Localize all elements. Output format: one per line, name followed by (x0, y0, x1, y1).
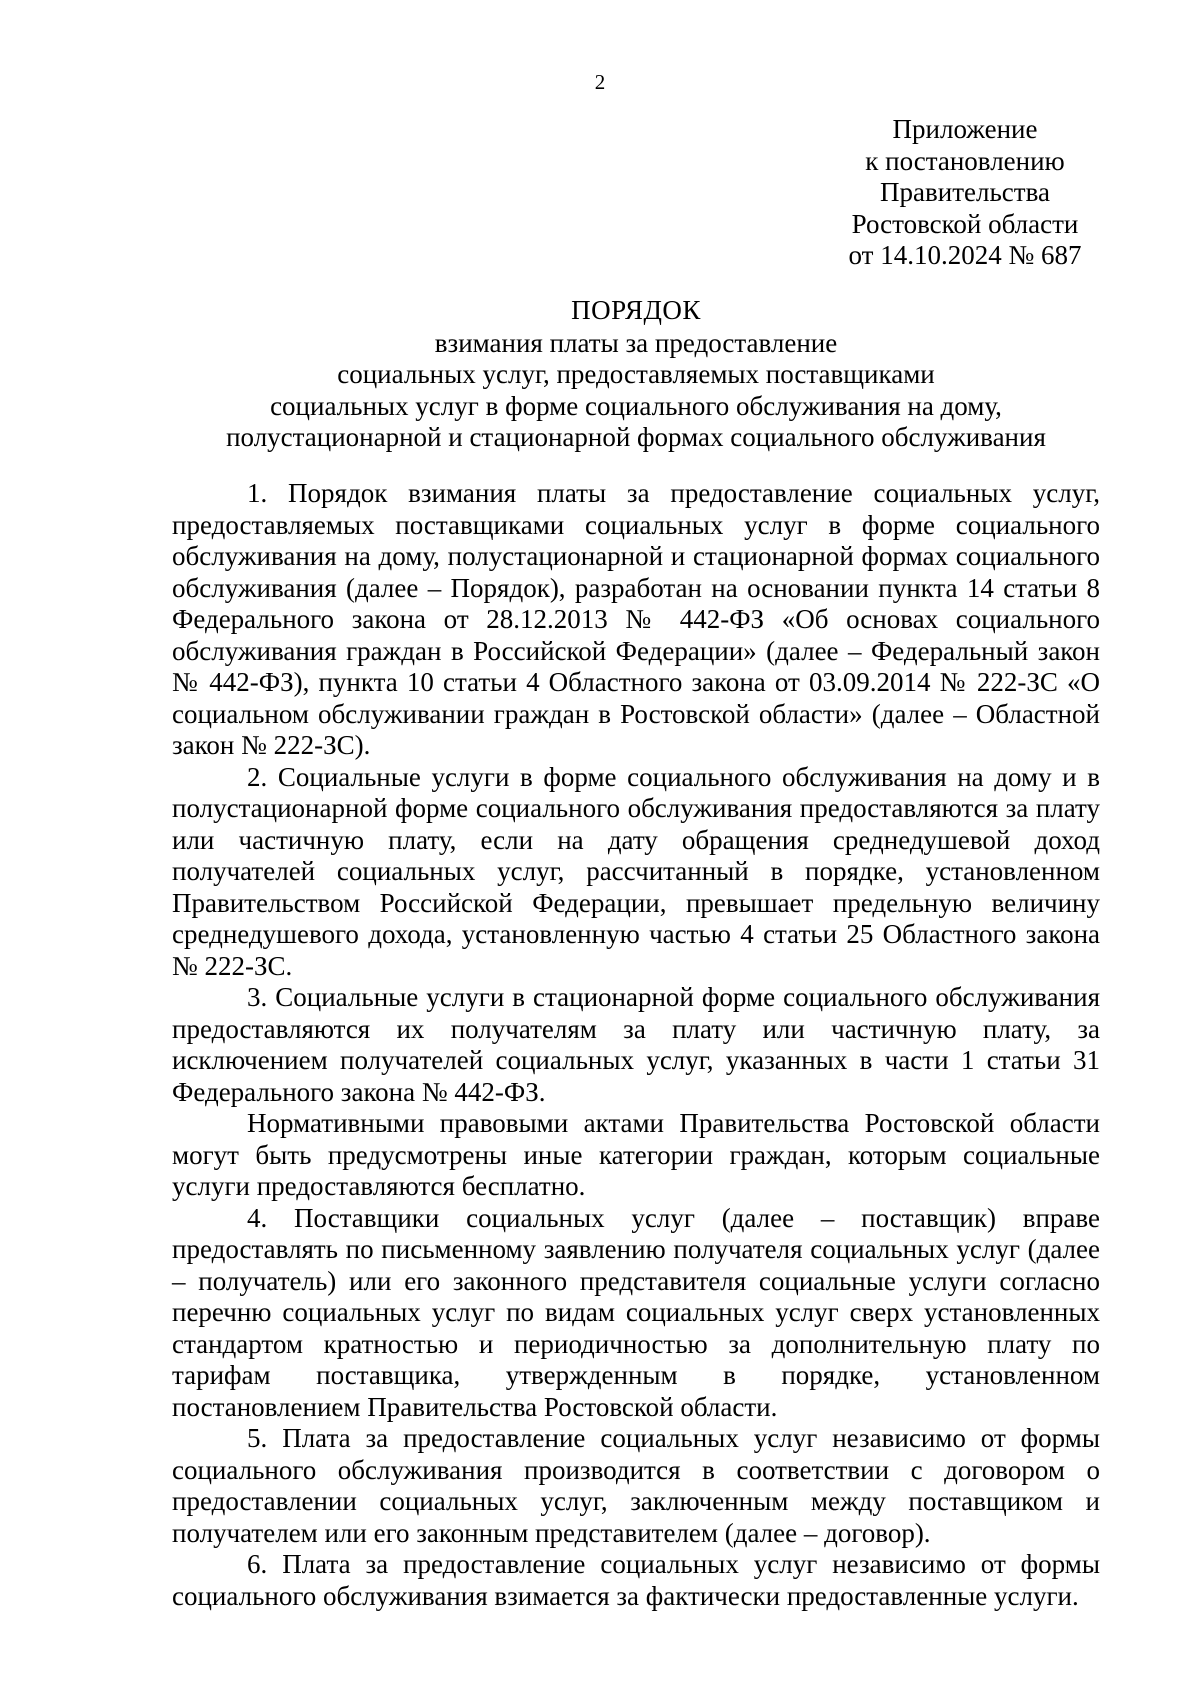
subtitle-line: взимания платы за предоставление (434, 327, 838, 358)
subtitle-line: социальных услуг, предоставляемых поставщиками (337, 359, 935, 389)
paragraph-4: 4. Поставщики социальных услуг (далее – поставщик) вправе предоставлять по письменному заявлению получателя социальных услуг (далее – получатель) или его законного представителя социальные услуги согласно перечню социальных услуг по видам социальных услуг сверх установленных стандартом кратностью и периодичностью за дополнительную плату по тарифам поставщика, утвержденным в порядке, установленном постановлением Правительства Ростовской области. (172, 1202, 1100, 1422)
document-body (172, 478, 1100, 1612)
appendix-block (830, 114, 1100, 272)
paragraph-1: 1. Порядок взимания платы за предоставление социальных услуг, предоставляемых поставщиками социальных услуг в форме социального обслуживания на дому, полустационарной и стационарной формах социального обслуживания (далее – Порядок), разработан на основании пункта 14 статьи 8 Федерального закона от 28.12.2013 № 442-ФЗ «Об основах социального обслуживания граждан в Российской Федерации» (далее – Федеральный закон № 442-ФЗ), пункта 10 статьи 4 Областного закона от 03.09.2014 № 222-ЗС «О социальном обслуживании граждан в Ростовской области» (далее – Областной закон № 222-ЗС). (172, 478, 1100, 760)
appendix-line: к постановлению (865, 145, 1065, 176)
subtitle-line: социальных услуг в форме социального обслуживания на дому, (270, 390, 1002, 421)
subtitle-line: полустационарной и стационарной формах социального обслуживания (226, 422, 1046, 452)
appendix-date-number: от 14.10.2024 № 687 (848, 240, 1082, 270)
paragraph-3-continuation: Нормативными правовыми актами Правительства Ростовской области могут быть предусмотрены иные категории граждан, которым социальные услуги предоставляются бесплатно. (172, 1108, 1100, 1201)
paragraph-5: 5. Плата за предоставление социальных услуг независимо от формы социального обслуживания производится в соответствии с договором о предоставлении социальных услуг, заключенным между поставщиком и получателем или его законным представителем (далее – договор). (172, 1423, 1100, 1548)
appendix-line: Приложение (892, 114, 1038, 144)
appendix-line: Правительства (880, 177, 1050, 207)
paragraph-2: 2. Социальные услуги в форме социального обслуживания на дому и в полустационарной форме социального обслуживания предоставляются за плату или частичную плату, если на дату обращения среднедушевой доход получателей социальных услуг, рассчитанный в порядке, установленном Правительством Российской Федерации, превышает предельную величину среднедушевого дохода, установленную частью 4 статьи 25 Областного закона № 222-ЗС. (172, 761, 1100, 981)
paragraph-3: 3. Социальные услуги в стационарной форме социального обслуживания предоставляются их получателям за плату или частичную плату, за исключением получателей социальных услуг, указанных в части 1 статьи 31 Федерального закона № 442-ФЗ. (172, 982, 1100, 1107)
paragraph-6: 6. Плата за предоставление социальных услуг независимо от формы социального обслуживания взимается за фактически предоставленные услуги. (172, 1549, 1100, 1611)
document-title-block (172, 295, 1100, 454)
page-number: 2 (594, 70, 606, 94)
document-title: ПОРЯДОК (571, 295, 701, 325)
appendix-line: Ростовской области (851, 208, 1079, 239)
